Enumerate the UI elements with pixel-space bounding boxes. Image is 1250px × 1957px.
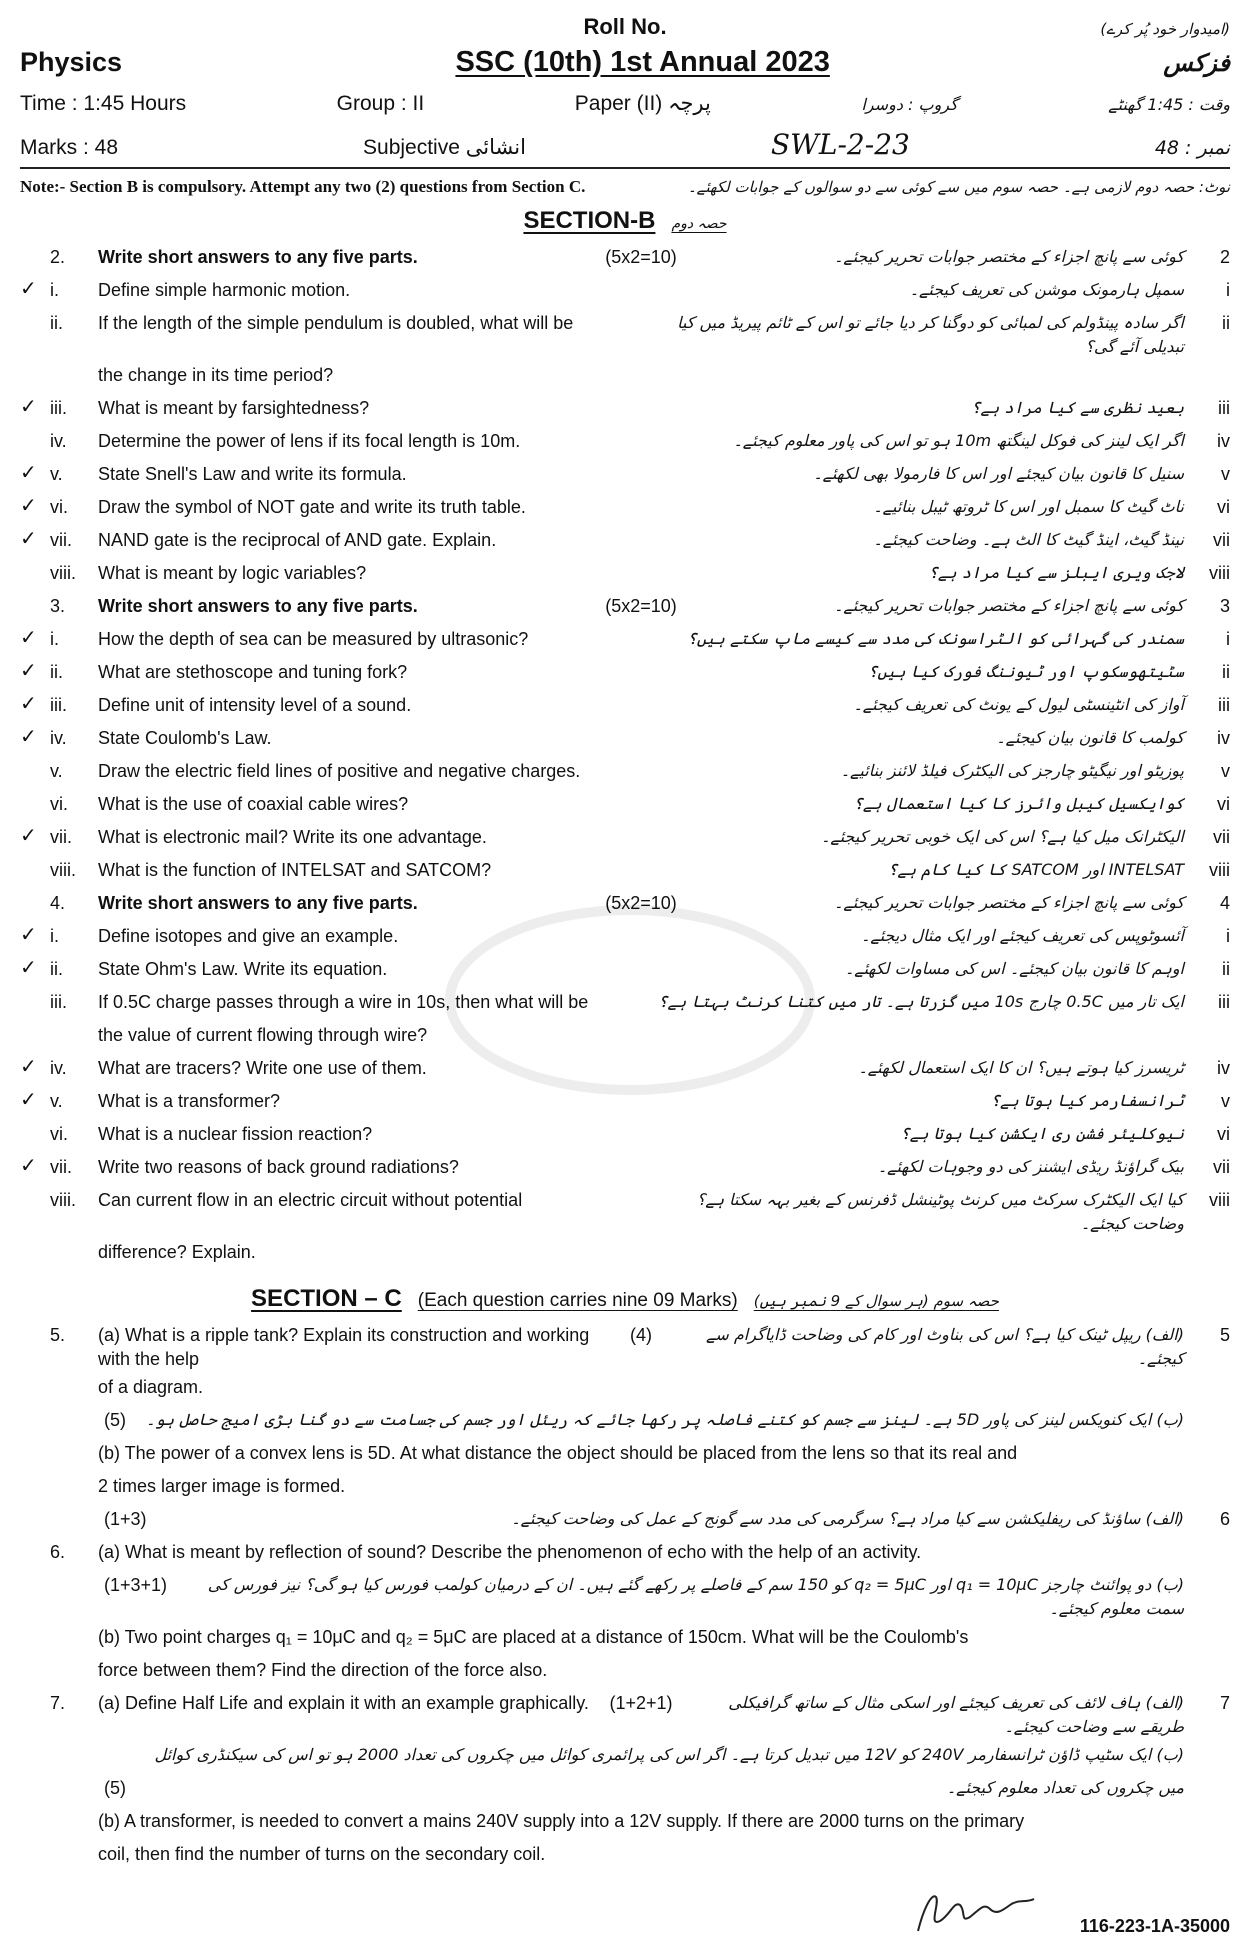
group-urdu: گروپ : دوسرا bbox=[861, 95, 958, 114]
question-number-urdu: vii bbox=[1213, 1157, 1230, 1177]
question-number-urdu: ii bbox=[1222, 313, 1230, 333]
section-c-title: SECTION – C bbox=[251, 1285, 402, 1312]
question-text-urdu: آئسوٹوپس کی تعریف کیجئے اور ایک مثال دیجئے۔ bbox=[860, 926, 1184, 945]
roll-no-label: Roll No. bbox=[583, 14, 667, 39]
question-text: (a) Define Half Life and explain it with an example graphically. bbox=[98, 1693, 589, 1713]
question-number-urdu: 7 bbox=[1220, 1693, 1231, 1713]
question-text: (a) What is a ripple tank? Explain its construction and working with the help bbox=[98, 1325, 590, 1369]
note-row bbox=[20, 177, 1230, 197]
question-row bbox=[20, 1807, 1230, 1840]
section-c-title-urdu: حصہ سوم (ہر سوال کے 9 نمبر ہیں) bbox=[753, 1292, 999, 1310]
question-number-urdu: i bbox=[1226, 629, 1230, 649]
question-number-urdu: v bbox=[1221, 1091, 1230, 1111]
question-number-urdu: viii bbox=[1209, 563, 1230, 583]
question-row bbox=[20, 559, 1230, 592]
marks-label: Marks : 48 bbox=[20, 136, 119, 159]
question-number-urdu: iv bbox=[1217, 728, 1230, 748]
question-number-urdu: vi bbox=[1217, 497, 1230, 517]
question-text: What is the use of coaxial cable wires? bbox=[98, 794, 409, 814]
question-text-urdu: اگر ایک لینز کی فوکل لینگتھ 10m ہو تو اس کی پاور معلوم کیجئے۔ bbox=[733, 431, 1184, 450]
question-row bbox=[20, 1689, 1230, 1741]
question-text-urdu: INTELSAT اور SATCOM کا کیا کام ہے؟ bbox=[887, 860, 1184, 879]
question-heading: Write short answers to any five parts. bbox=[98, 596, 418, 616]
question-text: (b) The power of a convex lens is 5D. At what distance the object should be placed from the lens so that its real and bbox=[98, 1443, 1018, 1463]
question-text-urdu: (الف) ریپل ٹینک کیا ہے؟ اس کی بناوٹ اور کام کی وضاحت ڈایاگرام سے کیجئے۔ bbox=[706, 1325, 1184, 1368]
question-row bbox=[20, 1054, 1230, 1087]
question-text: the value of current flowing through wire? bbox=[98, 1025, 428, 1045]
question-number: iii. bbox=[50, 398, 67, 418]
question-text: the change in its time period? bbox=[98, 365, 334, 385]
question-number-urdu: vii bbox=[1213, 827, 1230, 847]
question-marks: (5x2=10) bbox=[605, 247, 677, 267]
question-heading: Write short answers to any five parts. bbox=[98, 893, 418, 913]
question-number: viii. bbox=[50, 860, 76, 880]
question-row bbox=[20, 1120, 1230, 1153]
question-number: 5. bbox=[50, 1325, 66, 1345]
question-text: State Ohm's Law. Write its equation. bbox=[98, 959, 388, 979]
question-number: vi. bbox=[50, 1124, 68, 1144]
subject-title-urdu: فزکس bbox=[1163, 49, 1230, 77]
question-text-urdu: (الف) ساؤنڈ کی ریفلیکشن سے کیا مراد ہے؟ سرگرمی کی مدد سے گونج کے عمل کی وضاحت کیجئے۔ bbox=[511, 1509, 1184, 1528]
question-text-urdu: (الف) ہاف لائف کی تعریف کیجئے اور اسکی مثال کے ساتھ گرافیکلی طریقے سے وضاحت کیجئے۔ bbox=[728, 1693, 1185, 1736]
handwritten-check-icon: ✓ bbox=[20, 495, 37, 517]
subjective-label: Subjective انشائی bbox=[363, 136, 526, 159]
question-heading-row bbox=[20, 243, 1230, 276]
question-marks: (1+3+1) bbox=[104, 1575, 168, 1595]
question-text: What is a nuclear fission reaction? bbox=[98, 1124, 373, 1144]
question-text: force between them? Find the direction of the force also. bbox=[98, 1660, 548, 1680]
question-number-urdu: vi bbox=[1217, 1124, 1230, 1144]
question-marks: (5) bbox=[104, 1778, 126, 1798]
question-text-urdu: ایک تار میں 0.5C چارج 10s میں گزرتا ہے۔ تار میں کتنا کرنٹ بہتا ہے؟ bbox=[658, 992, 1184, 1011]
question-row bbox=[20, 955, 1230, 988]
question-text: State Coulomb's Law. bbox=[98, 728, 272, 748]
question-text-urdu: نیوکلیئر فشن ری ایکشن کیا ہوتا ہے؟ bbox=[900, 1124, 1184, 1143]
handwritten-check-icon: ✓ bbox=[20, 1089, 37, 1111]
question-row bbox=[20, 1623, 1230, 1656]
question-text: coil, then find the number of turns on the secondary coil. bbox=[98, 1844, 546, 1864]
question-text-urdu: نینڈ گیٹ، اینڈ گیٹ کا الٹ ہے۔ وضاحت کیجئے۔ bbox=[873, 530, 1184, 549]
question-text: Draw the electric field lines of positive and negative charges. bbox=[98, 761, 581, 781]
question-heading-row bbox=[20, 889, 1230, 922]
question-number: 7. bbox=[50, 1693, 66, 1713]
question-number: iii. bbox=[50, 695, 67, 715]
question-text-urdu: لاجک ویری ایبلز سے کیا مراد ہے؟ bbox=[928, 563, 1184, 582]
header-row-title bbox=[20, 46, 1230, 79]
question-row bbox=[20, 856, 1230, 889]
question-text: of a diagram. bbox=[98, 1377, 204, 1397]
question-number-urdu: i bbox=[1226, 926, 1230, 946]
question-number-urdu: vii bbox=[1213, 530, 1230, 550]
question-text-urdu: (ب) دو پوائنٹ چارجز q₁ = 10μC اور q₂ = 5μC کو 150 سم کے فاصلے پر رکھے گئے ہیں۔ ان کے درمیان کولمب فورس کیا ہو گی؟ نیز فورس کی سمت معلوم کیجئے۔ bbox=[207, 1575, 1184, 1618]
question-number: iv. bbox=[50, 1058, 67, 1078]
question-row bbox=[20, 427, 1230, 460]
question-number-urdu: v bbox=[1221, 464, 1230, 484]
question-row bbox=[20, 1087, 1230, 1120]
time-urdu: وقت : 1:45 گھنٹے bbox=[1108, 95, 1230, 114]
handwritten-check-icon: ✓ bbox=[20, 1155, 37, 1177]
exam-title: SSC (10th) 1st Annual 2023 bbox=[455, 46, 830, 78]
question-number-urdu: 4 bbox=[1220, 893, 1231, 913]
question-marks: (5x2=10) bbox=[605, 596, 677, 616]
question-row bbox=[20, 625, 1230, 658]
question-text: difference? Explain. bbox=[98, 1242, 256, 1262]
question-text-urdu: کولمب کا قانون بیان کیجئے۔ bbox=[996, 728, 1184, 747]
handwritten-check-icon: ✓ bbox=[20, 924, 37, 946]
question-row bbox=[20, 1373, 1230, 1406]
question-row bbox=[20, 1439, 1230, 1472]
question-number: 3. bbox=[50, 596, 66, 616]
question-text: Define isotopes and give an example. bbox=[98, 926, 399, 946]
question-row bbox=[20, 526, 1230, 559]
question-row bbox=[20, 1656, 1230, 1689]
section-b-questions bbox=[20, 243, 1230, 1271]
question-text: Define unit of intensity level of a sound. bbox=[98, 695, 412, 715]
question-row bbox=[20, 309, 1230, 361]
question-number: v. bbox=[50, 761, 63, 781]
question-number: 6. bbox=[50, 1542, 66, 1562]
question-row bbox=[20, 823, 1230, 856]
question-text-urdu: اگر سادہ پینڈولم کی لمبائی کو دوگنا کر دیا جائے تو اس کے ٹائم پیریڈ میں کیا تبدیلی آئے گی؟ bbox=[677, 313, 1184, 356]
handwritten-code: SWL-2-23 bbox=[770, 128, 910, 161]
question-text: NAND gate is the reciprocal of AND gate. Explain. bbox=[98, 530, 497, 550]
question-text-urdu: کیا ایک الیکٹرک سرکٹ میں کرنٹ پوٹینشل ڈفرنس کے بغیر بہہ سکتا ہے؟ وضاحت کیجئے۔ bbox=[696, 1190, 1184, 1233]
question-text-urdu: الیکٹرانک میل کیا ہے؟ اس کی ایک خوبی تحریر کیجئے۔ bbox=[820, 827, 1184, 846]
question-heading: Write short answers to any five parts. bbox=[98, 247, 418, 267]
question-number-urdu: iii bbox=[1218, 398, 1230, 418]
question-row bbox=[20, 276, 1230, 309]
handwritten-check-icon: ✓ bbox=[20, 528, 37, 550]
handwritten-check-icon: ✓ bbox=[20, 278, 37, 300]
question-number-urdu: iv bbox=[1217, 1058, 1230, 1078]
section-b-title: SECTION-B bbox=[523, 207, 656, 234]
question-row bbox=[20, 1153, 1230, 1186]
handwritten-check-icon: ✓ bbox=[20, 396, 37, 418]
question-row bbox=[20, 1021, 1230, 1054]
note-english: Note:- Section B is compulsory. Attempt any two (2) questions from Section C. bbox=[20, 177, 586, 196]
note-urdu: نوٹ: حصہ دوم لازمی ہے۔ حصہ سوم میں سے کوئی سے دو سوالوں کے جوابات لکھئے۔ bbox=[687, 178, 1230, 196]
question-row bbox=[20, 1840, 1230, 1873]
question-row bbox=[20, 493, 1230, 526]
question-text-urdu: ٹرانسفارمر کیا ہوتا ہے؟ bbox=[990, 1091, 1184, 1110]
question-text-urdu: سنیل کا قانون بیان کیجئے اور اس کا فارمولا بھی لکھئے۔ bbox=[813, 464, 1184, 483]
question-text-urdu: (ب) ایک کنویکس لینز کی پاور 5D ہے۔ لینز سے جسم کو کتنے فاصلہ پر رکھا جائے کہ ریئل اور جسم کی جسامت سے دو گنا بڑی امیج حاصل ہو۔ bbox=[145, 1410, 1184, 1429]
question-row bbox=[20, 361, 1230, 394]
question-text-urdu: کوایکسیل کیبل وائرز کا کیا استعمال ہے؟ bbox=[853, 794, 1184, 813]
question-number: viii. bbox=[50, 563, 76, 583]
question-row bbox=[20, 1406, 1230, 1439]
handwritten-check-icon: ✓ bbox=[20, 693, 37, 715]
question-number: iv. bbox=[50, 431, 67, 451]
section-c-questions bbox=[20, 1321, 1230, 1873]
question-text-urdu: بعید نظری سے کیا مراد ہے؟ bbox=[971, 398, 1184, 417]
question-marks: (5) bbox=[104, 1410, 126, 1430]
question-marks: (5x2=10) bbox=[605, 893, 677, 913]
handwritten-check-icon: ✓ bbox=[20, 627, 37, 649]
question-number-urdu: 5 bbox=[1219, 1325, 1230, 1345]
question-text: 2 times larger image is formed. bbox=[98, 1476, 346, 1496]
header-row-marks bbox=[20, 128, 1230, 161]
question-text: Determine the power of lens if its focal length is 10m. bbox=[98, 431, 521, 451]
handwritten-check-icon: ✓ bbox=[20, 726, 37, 748]
section-c-heading bbox=[20, 1285, 1230, 1313]
marks-urdu: نمبر : 48 bbox=[1154, 137, 1230, 159]
question-row bbox=[20, 1321, 1230, 1373]
question-number: vi. bbox=[50, 794, 68, 814]
header-divider bbox=[20, 167, 1230, 169]
question-text: Draw the symbol of NOT gate and write its truth table. bbox=[98, 497, 526, 517]
question-number-urdu: v bbox=[1221, 761, 1230, 781]
section-b-title-urdu: حصہ دوم bbox=[671, 216, 727, 232]
question-text-urdu: (ب) ایک سٹیپ ڈاؤن ٹرانسفارمر 240V کو 12V میں تبدیل کرتا ہے۔ اگر اس کی پرائمری کوائل میں چکروں کی تعداد 2000 ہو تو اس کی سیکنڈری کوائل bbox=[154, 1745, 1184, 1764]
question-number: i. bbox=[50, 926, 59, 946]
question-row bbox=[20, 1741, 1230, 1774]
handwritten-signature bbox=[910, 1887, 1040, 1937]
paper-code: 116-223-1A-35000 bbox=[1079, 1916, 1230, 1936]
question-number-urdu: vi bbox=[1217, 794, 1230, 814]
question-text-urdu: کوئی سے پانچ اجزاء کے مختصر جوابات تحریر کیجئے۔ bbox=[833, 247, 1185, 266]
question-text-urdu: اوہم کا قانون بیان کیجئے۔ اس کی مساوات لکھئے۔ bbox=[844, 959, 1184, 978]
question-text: If 0.5C charge passes through a wire in 10s, then what will be bbox=[98, 992, 589, 1012]
question-number: iv. bbox=[50, 728, 67, 748]
question-number: ii. bbox=[50, 662, 63, 682]
question-text: Define simple harmonic motion. bbox=[98, 280, 351, 300]
question-row bbox=[20, 922, 1230, 955]
question-number-urdu: iv bbox=[1217, 431, 1230, 451]
candidate-note-urdu: (امیدوار خود پُر کرے) bbox=[1100, 20, 1231, 38]
question-row bbox=[20, 1505, 1230, 1538]
question-text-urdu: میں چکروں کی تعداد معلوم کیجئے۔ bbox=[946, 1778, 1184, 1797]
footer bbox=[20, 1887, 1230, 1937]
question-row bbox=[20, 1571, 1230, 1623]
question-text: What is meant by logic variables? bbox=[98, 563, 367, 583]
handwritten-check-icon: ✓ bbox=[20, 957, 37, 979]
question-number: i. bbox=[50, 629, 59, 649]
handwritten-check-icon: ✓ bbox=[20, 825, 37, 847]
question-number-urdu: viii bbox=[1209, 1190, 1230, 1210]
question-text-urdu: سٹیتھوسکوپ اور ٹیوننگ فورک کیا ہیں؟ bbox=[867, 662, 1184, 681]
subject-title: Physics bbox=[20, 47, 123, 77]
handwritten-check-icon: ✓ bbox=[20, 660, 37, 682]
question-text-urdu: بیک گراؤنڈ ریڈی ایشنز کی دو وجوہات لکھئے۔ bbox=[877, 1157, 1184, 1176]
question-marks: (1+3) bbox=[104, 1509, 147, 1529]
question-row bbox=[20, 658, 1230, 691]
question-number: vii. bbox=[50, 827, 72, 847]
question-number: ii. bbox=[50, 959, 63, 979]
question-row bbox=[20, 460, 1230, 493]
question-text: (b) A transformer, is needed to convert a mains 240V supply into a 12V supply. If there are 2000 turns on the primary bbox=[98, 1811, 1025, 1831]
header-row-time bbox=[20, 91, 1230, 116]
section-b-heading bbox=[20, 207, 1230, 235]
question-number-urdu: iii bbox=[1218, 992, 1230, 1012]
question-number: v. bbox=[50, 464, 63, 484]
question-number-urdu: ii bbox=[1222, 662, 1230, 682]
question-number-urdu: 3 bbox=[1220, 596, 1231, 616]
question-row bbox=[20, 1186, 1230, 1238]
question-text: If the length of the simple pendulum is doubled, what will be bbox=[98, 313, 574, 333]
question-text: Write two reasons of back ground radiations? bbox=[98, 1157, 459, 1177]
question-number: 2. bbox=[50, 247, 66, 267]
question-row bbox=[20, 988, 1230, 1021]
question-number-urdu: iii bbox=[1218, 695, 1230, 715]
question-row bbox=[20, 1774, 1230, 1807]
question-text: What is electronic mail? Write its one advantage. bbox=[98, 827, 487, 847]
handwritten-check-icon: ✓ bbox=[20, 462, 37, 484]
question-text-urdu: کوئی سے پانچ اجزاء کے مختصر جوابات تحریر کیجئے۔ bbox=[833, 893, 1185, 912]
header-row-roll bbox=[20, 14, 1230, 40]
group-label: Group : II bbox=[336, 92, 425, 115]
question-marks: (1+2+1) bbox=[609, 1693, 673, 1713]
question-text: (b) Two point charges q₁ = 10μC and q₂ = 5μC are placed at a distance of 150cm. What will be the Coulomb's bbox=[98, 1627, 969, 1647]
question-text-urdu: آواز کی انٹینسٹی لیول کے یونٹ کی تعریف کیجئے۔ bbox=[853, 695, 1184, 714]
question-text-urdu: سمندر کی گہرائی کو الٹراسونک کی مدد سے کیسے ماپ سکتے ہیں؟ bbox=[687, 629, 1184, 648]
question-marks: (4) bbox=[630, 1325, 652, 1345]
question-number: viii. bbox=[50, 1190, 76, 1210]
question-number: 4. bbox=[50, 893, 66, 913]
handwritten-check-icon: ✓ bbox=[20, 1056, 37, 1078]
question-number-urdu: 6 bbox=[1219, 1509, 1230, 1529]
question-row bbox=[20, 394, 1230, 427]
question-row bbox=[20, 691, 1230, 724]
question-row bbox=[20, 1238, 1230, 1271]
question-text: What are stethoscope and tuning fork? bbox=[98, 662, 408, 682]
question-text: How the depth of sea can be measured by ultrasonic? bbox=[98, 629, 529, 649]
question-text: What is the function of INTELSAT and SATCOM? bbox=[98, 860, 492, 880]
question-row bbox=[20, 724, 1230, 757]
question-number-urdu: i bbox=[1226, 280, 1230, 300]
time-label: Time : 1:45 Hours bbox=[20, 92, 187, 115]
paper-label: Paper (II) پرچہ bbox=[574, 92, 711, 115]
question-row bbox=[20, 790, 1230, 823]
question-row bbox=[20, 1472, 1230, 1505]
question-number: i. bbox=[50, 280, 59, 300]
question-number: iii. bbox=[50, 992, 67, 1012]
question-number: v. bbox=[50, 1091, 63, 1111]
question-text: Can current flow in an electric circuit without potential bbox=[98, 1190, 523, 1210]
question-text-urdu: ٹریسرز کیا ہوتے ہیں؟ ان کا ایک استعمال لکھئے۔ bbox=[858, 1058, 1184, 1077]
question-number-urdu: 2 bbox=[1220, 247, 1231, 267]
question-number: ii. bbox=[50, 313, 63, 333]
question-text: What is a transformer? bbox=[98, 1091, 281, 1111]
question-text-urdu: ناٹ گیٹ کا سمبل اور اس کا ٹروتھ ٹیبل بنائیے۔ bbox=[873, 497, 1184, 516]
question-row bbox=[20, 1538, 1230, 1571]
section-c-subtitle: (Each question carries nine 09 Marks) bbox=[417, 1290, 738, 1311]
question-number-urdu: ii bbox=[1222, 959, 1230, 979]
question-row bbox=[20, 757, 1230, 790]
question-heading-row bbox=[20, 592, 1230, 625]
question-text: What is meant by farsightedness? bbox=[98, 398, 370, 418]
question-text-urdu: پوزیٹو اور نیگیٹو چارجز کی الیکٹرک فیلڈ لائنز بنائیے۔ bbox=[840, 761, 1184, 780]
question-number: vii. bbox=[50, 1157, 72, 1177]
question-text: State Snell's Law and write its formula. bbox=[98, 464, 407, 484]
question-text-urdu: سمپل ہارمونک موشن کی تعریف کیجئے۔ bbox=[909, 280, 1184, 299]
question-number-urdu: viii bbox=[1209, 860, 1230, 880]
question-text: (a) What is meant by reflection of sound? Describe the phenomenon of echo with the help of an activity. bbox=[98, 1542, 922, 1562]
question-number: vi. bbox=[50, 497, 68, 517]
question-text: What are tracers? Write one use of them. bbox=[98, 1058, 427, 1078]
question-text-urdu: کوئی سے پانچ اجزاء کے مختصر جوابات تحریر کیجئے۔ bbox=[833, 596, 1185, 615]
question-number: vii. bbox=[50, 530, 72, 550]
